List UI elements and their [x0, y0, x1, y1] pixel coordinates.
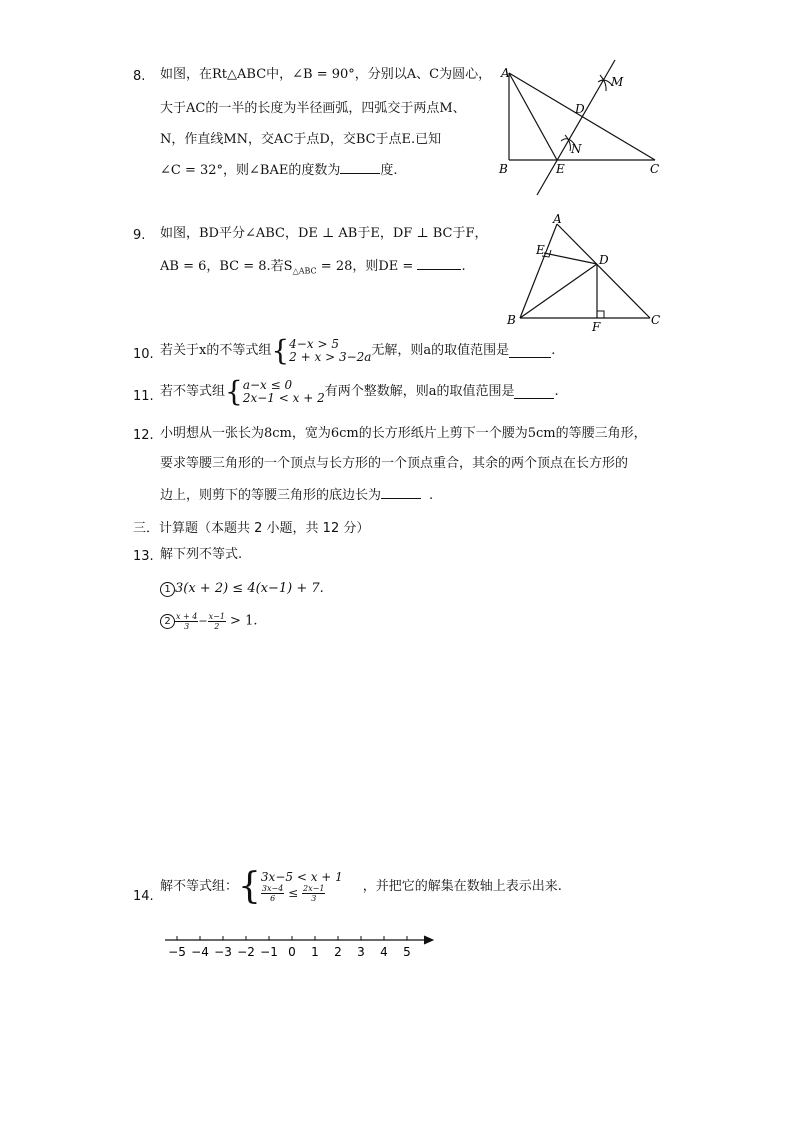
q9-text-line2b: = 28，则DE = [316, 259, 418, 274]
q9-answer-blank[interactable] [417, 257, 461, 270]
q14-eq2-frac2-den: 3 [311, 894, 317, 903]
q11-eq1: a−x ≤ 0 [242, 378, 293, 392]
q8-answer-blank[interactable] [340, 161, 380, 174]
number-line-label: 0 [288, 945, 296, 959]
q14-pre: 解不等式组： [160, 879, 239, 894]
q9-label-C: C [651, 313, 661, 327]
q8-number: 8. [133, 69, 146, 84]
q12-text-line3 [160, 486, 433, 505]
q8-label-M: M [611, 75, 624, 89]
q8-label-C: C [650, 162, 660, 176]
q14-eq2-op: ≤ [288, 886, 299, 900]
q9-area-subscript: △ABC [292, 266, 317, 276]
q10-eq1: 4−x > 5 [289, 337, 339, 351]
q10-text [160, 334, 556, 367]
q14-eq2-frac2 [302, 884, 325, 903]
q13-title: 解下列不等式. [160, 547, 243, 562]
q14-eq2-frac1-den: 6 [270, 894, 276, 903]
q14-eq2 [261, 884, 343, 903]
q13-item2-rest: > 1. [225, 613, 258, 629]
number-line-label: −1 [260, 945, 278, 959]
number-line-label: 5 [403, 945, 411, 959]
q8-figure [495, 55, 675, 200]
q12-answer-blank[interactable] [381, 486, 421, 499]
q11-end: . [554, 384, 559, 399]
q14-eq2-frac2-num: 2x−1 [303, 884, 325, 893]
q8-label-N: N [571, 142, 582, 156]
q13-item2-frac2-den: 2 [214, 622, 220, 631]
q8-text-line4b: 度. [380, 163, 398, 178]
q13-item2-frac1-num: x + 4 [176, 612, 198, 621]
q12-number: 12. [133, 428, 154, 443]
q9-label-E: E [536, 243, 545, 257]
q8-text-line4 [160, 161, 398, 180]
q13-item2-frac2 [208, 612, 226, 631]
q8-label-E: E [556, 162, 565, 176]
q8-text-line2: 大于AC的一半的长度为半径画弧，四弧交于两点M、 [160, 101, 466, 116]
q8-text-line1: 如图，在Rt△ABC中，∠B = 90°，分别以A、C为圆心， [160, 67, 492, 82]
q14-eq2-frac1-num: 3x−4 [261, 884, 284, 893]
q8-text-line4a: ∠C = 32°，则∠BAE的度数为 [160, 163, 341, 178]
q12-text-line1: 小明想从一张长为8cm，宽为6cm的长方形纸片上剪下一个腰为5cm的等腰三角形， [160, 426, 647, 441]
number-line-label: 2 [334, 945, 342, 959]
q9-text-line2 [160, 257, 466, 281]
q10-number: 10. [133, 347, 154, 362]
q10-end: . [551, 343, 556, 358]
number-line-label: −5 [168, 945, 186, 959]
q11-system [243, 379, 325, 405]
q14-post: ，并把它的解集在数轴上表示出来. [362, 879, 562, 894]
q10-answer-blank[interactable] [509, 345, 551, 358]
q13-item1 [160, 580, 324, 599]
q8-label-A: A [501, 66, 510, 80]
q14-number: 14. [133, 889, 154, 904]
number-line-label: −3 [214, 945, 232, 959]
q10-eq2: 2 + x > 3−2a [289, 350, 372, 364]
q9-label-B: B [507, 313, 516, 327]
q13-item1-text: 3(x + 2) ≤ 4(x−1) + 7. [175, 581, 324, 596]
q14-text [160, 866, 562, 907]
q9-label-D: D [599, 253, 609, 267]
q10-system [289, 338, 371, 364]
q11-text [160, 375, 559, 408]
q14-brace: { [238, 866, 261, 907]
q10-post: 无解，则a的取值范围是 [371, 343, 510, 358]
q9-text-line2a: AB = 6，BC = 8.若S [160, 259, 293, 274]
q14-system [261, 871, 343, 903]
q13-item2-mark: 2 [160, 614, 175, 629]
number-line-label: 3 [357, 945, 365, 959]
q14-eq2-frac1 [261, 884, 284, 903]
q14-eq1: 3x−5 < x + 1 [260, 870, 343, 884]
q13-item2-minus: − [198, 614, 208, 628]
q8-label-D: D [575, 102, 585, 116]
q13-item1-mark: 1 [160, 582, 175, 597]
number-line-label: 1 [311, 945, 319, 959]
q12-text-line2: 要求等腰三角形的一个顶点与长方形的一个顶点重合，其余的两个顶点在长方形的 [160, 456, 629, 471]
q8-text-line3: N，作直线MN，交AC于点D，交BC于点E.已知 [160, 132, 442, 147]
q11-number: 11. [133, 389, 154, 404]
q8-label-B: B [499, 162, 508, 176]
number-line-label: −4 [191, 945, 209, 959]
q11-post: 有两个整数解，则a的取值范围是 [324, 384, 515, 399]
q11-answer-blank[interactable] [514, 386, 554, 399]
q13-number: 13. [133, 549, 154, 564]
q10-pre: 若关于x的不等式组 [160, 343, 272, 358]
q9-text-line1: 如图，BD平分∠ABC，DE ⊥ AB于E，DF ⊥ BC于F， [160, 226, 488, 241]
q11-eq2: 2x−1 < x + 2 [242, 391, 325, 405]
q11-brace: { [225, 375, 243, 408]
q12-text-line3b: . [429, 488, 434, 503]
q14-number-line [160, 930, 440, 960]
q13-item2-frac1-den: 3 [184, 622, 190, 631]
q13-item2-frac2-num: x−1 [208, 612, 225, 621]
q9-label-F: F [592, 320, 601, 334]
q9-number: 9. [133, 228, 146, 243]
section3-title: 三．计算题（本题共 2 小题，共 12 分） [133, 521, 370, 536]
q10-brace: { [271, 334, 290, 367]
number-line-label: 4 [380, 945, 388, 959]
q9-text-line2c: . [461, 259, 466, 274]
q9-figure [500, 212, 670, 334]
q9-label-A: A [553, 212, 562, 226]
q13-item2-frac1 [175, 612, 198, 631]
q13-item2 [160, 612, 257, 631]
number-line-label: −2 [237, 945, 255, 959]
q11-pre: 若不等式组 [160, 384, 226, 399]
q12-text-line3a: 边上，则剪下的等腰三角形的底边长为 [160, 488, 382, 503]
